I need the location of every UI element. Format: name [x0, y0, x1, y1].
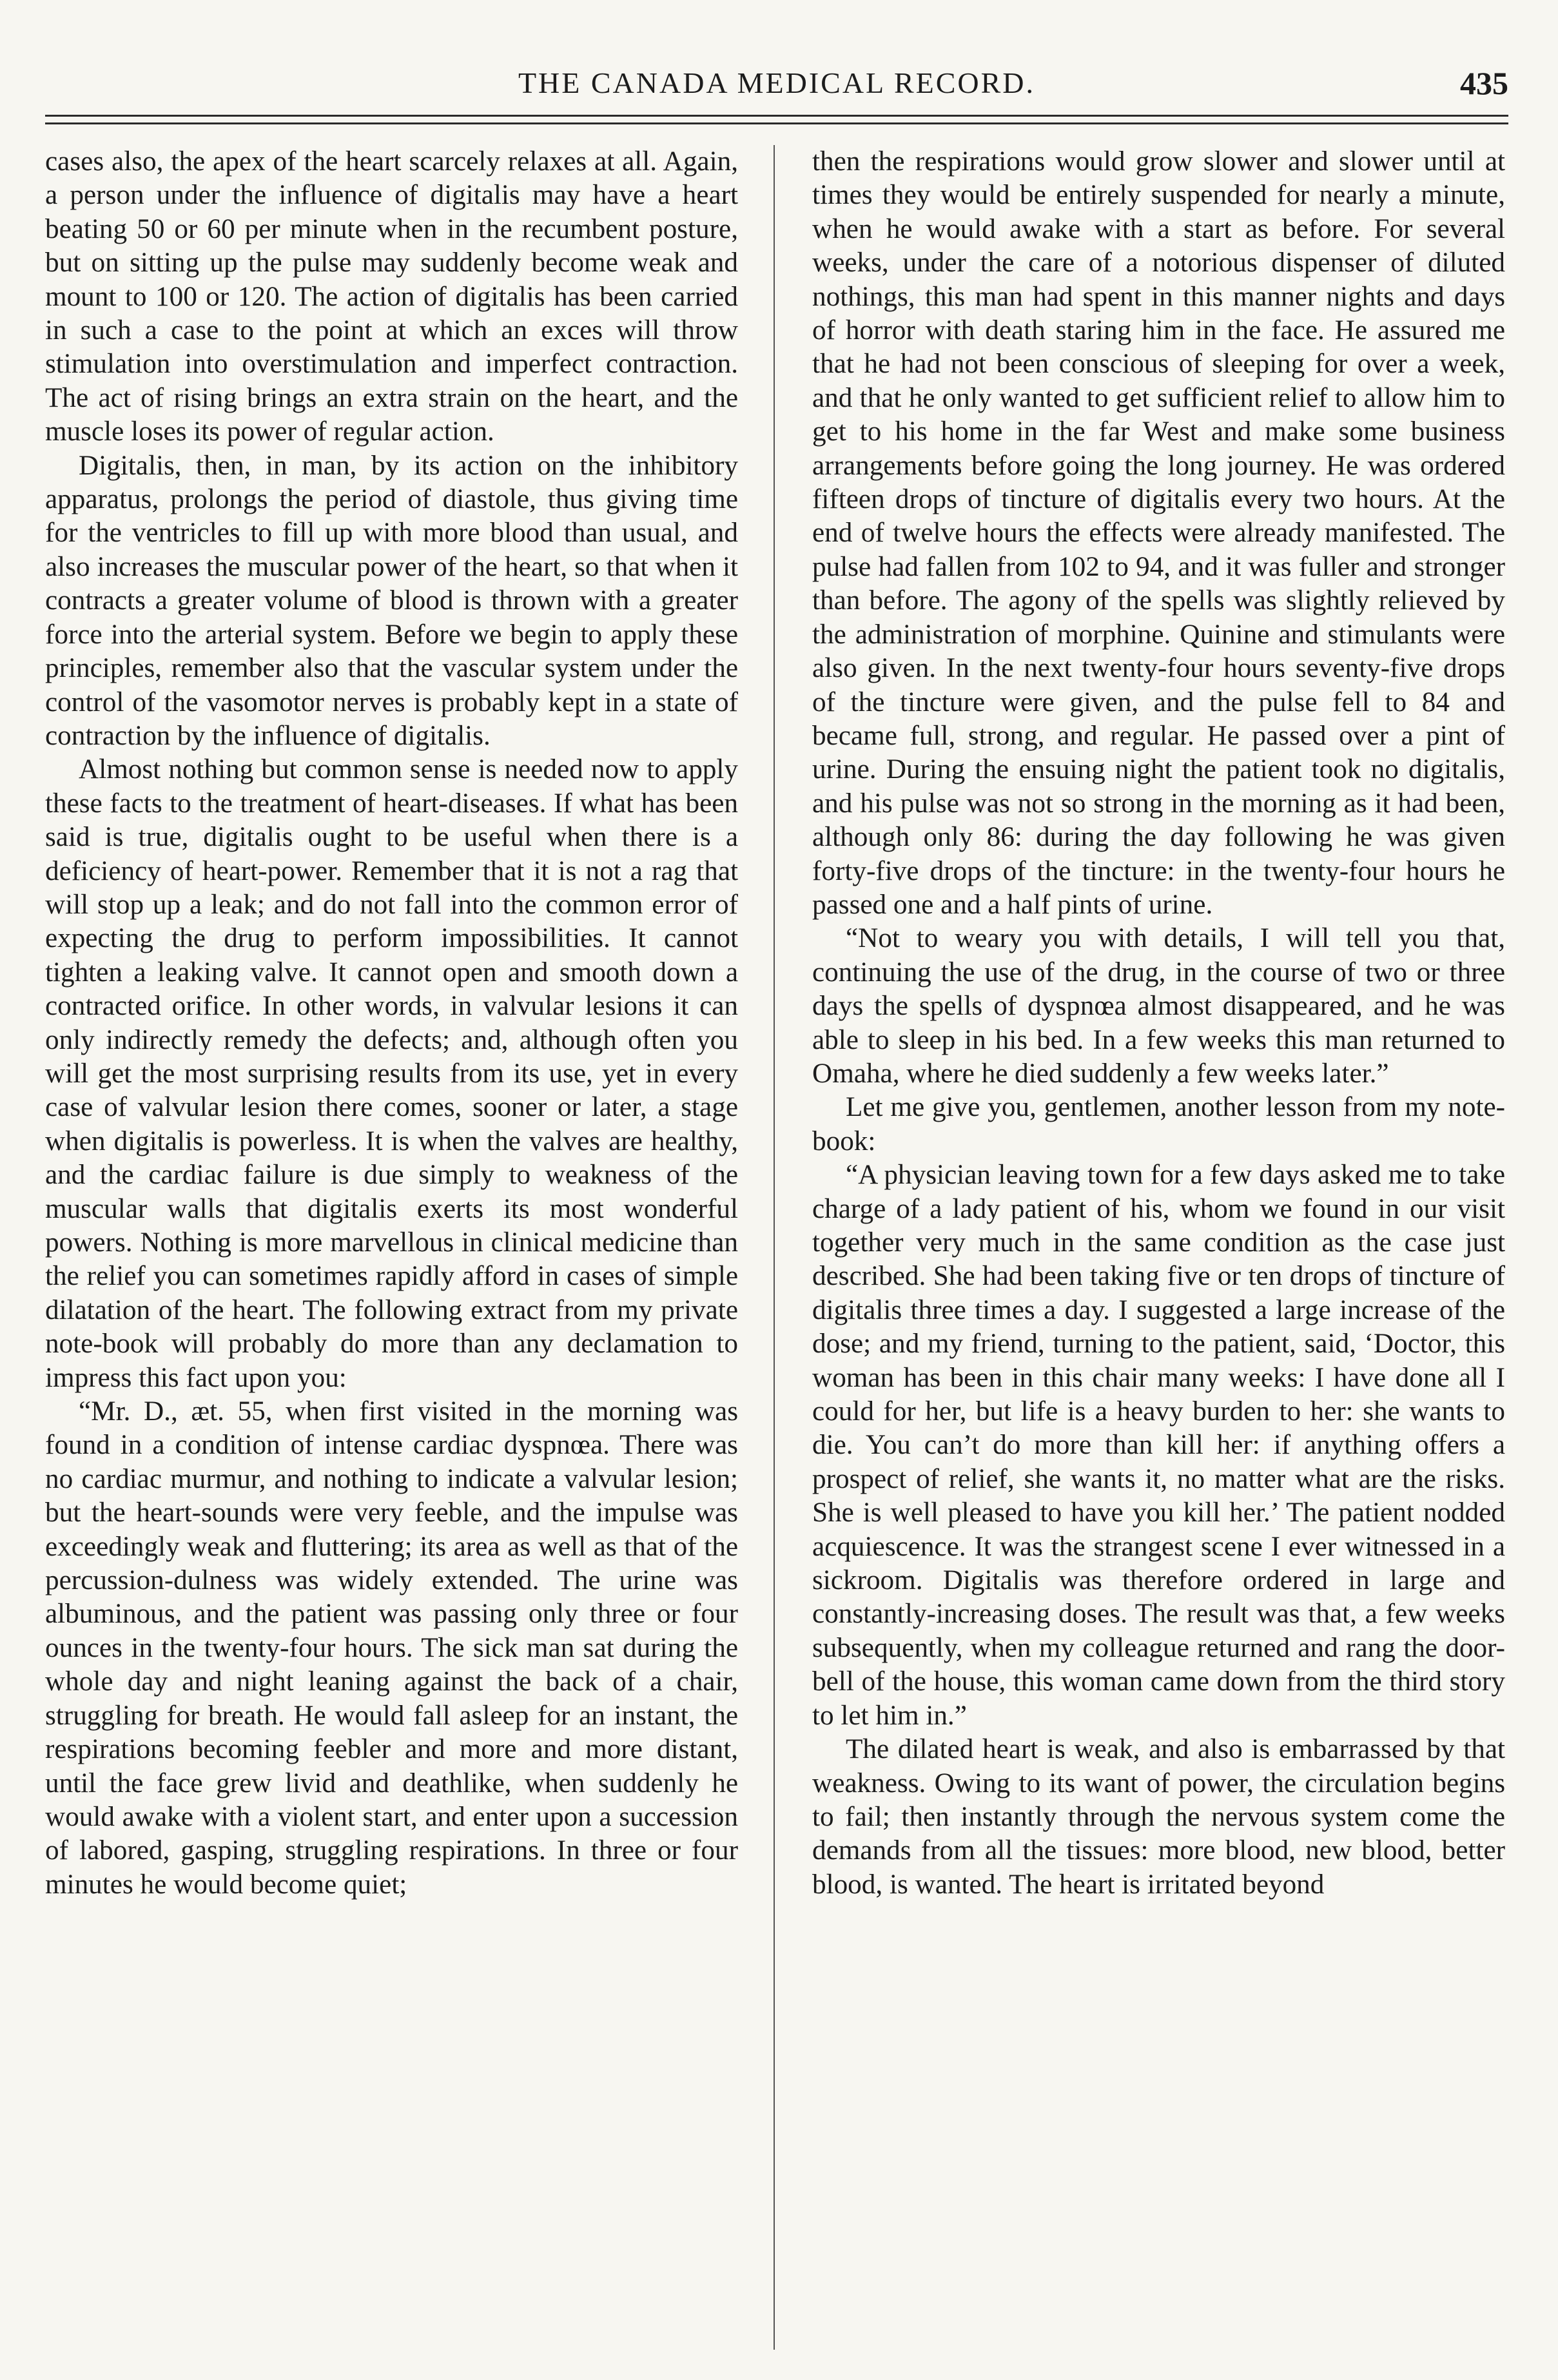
- page-number: 435: [1460, 65, 1508, 101]
- paragraph: “A physician leaving town for a few days asked me to take charge of a lady patient of his, whom we found in our visit together very much in the same condition as the case just described. She had been taking five or ten drops of tincture of digitalis three times a day. I suggested a large increase of the dose; and my friend, turning to the patient, said, ‘Doctor, this woman has been in this chair many weeks: I have done all I could for her, but life is a heavy burden to her: she wants to die. You can’t do more than kill her: if anything offers a prospect of relief, she wants it, no matter what are the risks. She is well pleased to have you kill her.’ The patient nodded acquiescence. It was the strangest scene I ever witnessed in a sickroom. Digitalis was therefore ordered in large and constantly-increasing doses. The result was that, a few weeks subsequently, when my colleague returned and rang the door-bell of the house, this woman came down from the third story to let him in.”: [812, 1160, 1505, 1731]
- journal-title: THE CANADA MEDICAL RECORD.: [518, 66, 1036, 99]
- paragraph: The dilated heart is weak, and also is embarrassed by that weakness. Owing to its want of power, the circulation begins to fail; then instantly through the nervous system come the demands from all the tissues: more blood, new blood, better blood, is wanted. The heart is irritated beyond: [812, 1734, 1505, 1900]
- paragraph: Almost nothing but common sense is needed now to apply these facts to the treatment of heart-diseases. If what has been said is true, digitalis ought to be useful when there is a deficiency of heart-power. Remember that it is not a rag that will stop up a leak; and do not fall into the common error of expecting the drug to perform impossibilities. It cannot tighten a leaking valve. It cannot open and smooth down a contracted orifice. In other words, in valvular lesions it can only indirectly remedy the defects; and, although often you will get the most surprising results from its use, yet in every case of valvular lesion there comes, sooner or later, a stage when digitalis is powerless. It is when the valves are healthy, and the cardiac failure is due simply to weakness of the muscular walls that digitalis exerts its most wonderful powers. Nothing is more marvellous in clinical medicine than the relief you can sometimes rapidly afford in cases of simple dilatation of the heart. The following extract from my private note-book will probably do more than any declamation to impress this fact upon you:: [45, 754, 738, 1393]
- running-header: [45, 58, 1508, 110]
- column-divider: [774, 145, 775, 2350]
- paragraph: “Mr. D., æt. 55, when first visited in the morning was found in a condition of intense cardiac dyspnœa. There was no cardiac murmur, and nothing to indicate a valvular lesion; but the heart-sounds were very feeble, and the impulse was exceedingly weak and fluttering; its area as well as that of the percussion-dulness was widely extended. The urine was albuminous, and the patient was passing only three or four ounces in the twenty-four hours. The sick man sat during the whole day and night leaning against the back of a chair, struggling for breath. He would fall asleep for an instant, the respirations becoming feebler and more and more distant, until the face grew livid and deathlike, when suddenly he would awake with a violent start, and enter upon a succession of labored, gasping, struggling respirations. In three or four minutes he would become quiet;: [45, 1396, 738, 1900]
- paragraph: cases also, the apex of the heart scarcely relaxes at all. Again, a person under the influence of digitalis may have a heart beating 50 or 60 per minute when in the recumbent posture, but on sitting up the pulse may suddenly become weak and mount to 100 or 120. The action of digitalis has been carried in such a case to the point at which an exces will throw stimulation into overstimulation and imperfect contraction. The act of rising brings an extra strain on the heart, and the muscle loses its power of regular action.: [45, 146, 738, 447]
- paragraph: Let me give you, gentlemen, another lesson from my note-book:: [812, 1092, 1505, 1156]
- right-column: [812, 145, 1505, 2350]
- paragraph: “Not to weary you with details, I will tell you that, continuing the use of the drug, in the course of two or three days the spells of dyspnœa almost disappeared, and he was able to sleep in his bed. In a few weeks this man returned to Omaha, where he died suddenly a few weeks later.”: [812, 923, 1505, 1089]
- paragraph: then the respirations would grow slower and slower until at times they would be entirely suspended for nearly a minute, when he would awake with a start as before. For several weeks, under the care of a notorious dispenser of diluted nothings, this man had spent in this manner nights and days of horror with death staring him in the face. He assured me that he had not been conscious of sleeping for over a week, and that he only wanted to get sufficient relief to allow him to get to his home in the far West and make some business arrangements before going the long journey. He was ordered fifteen drops of tincture of digitalis every two hours. At the end of twelve hours the effects were already manifested. The pulse had fallen from 102 to 94, and it was fuller and stronger than before. The agony of the spells was slightly relieved by the administration of morphine. Quinine and stimulants were also given. In the next twenty-four hours seventy-five drops of the tincture were given, and the pulse fell to 84 and became full, strong, and regular. He passed over a pint of urine. During the ensuing night the patient took no digitalis, and his pulse was not so strong in the morning as it had been, although only 86: during the day following he was given forty-five drops of the tincture: in the twenty-four hours he passed one and a half pints of urine.: [812, 146, 1505, 920]
- header-rule-top: [45, 115, 1508, 117]
- paragraph: Digitalis, then, in man, by its action on the inhibitory apparatus, prolongs the period of diastole, thus giving time for the ventricles to fill up with more blood than usual, and also increases the muscular power of the heart, so that when it contracts a greater volume of blood is thrown with a greater force into the arterial system. Before we begin to apply these principles, remember also that the vascular system under the control of the vasomotor nerves is probably kept in a state of contraction by the influence of digitalis.: [45, 450, 738, 751]
- left-column: [45, 145, 738, 2350]
- header-rule-bottom: [45, 122, 1508, 124]
